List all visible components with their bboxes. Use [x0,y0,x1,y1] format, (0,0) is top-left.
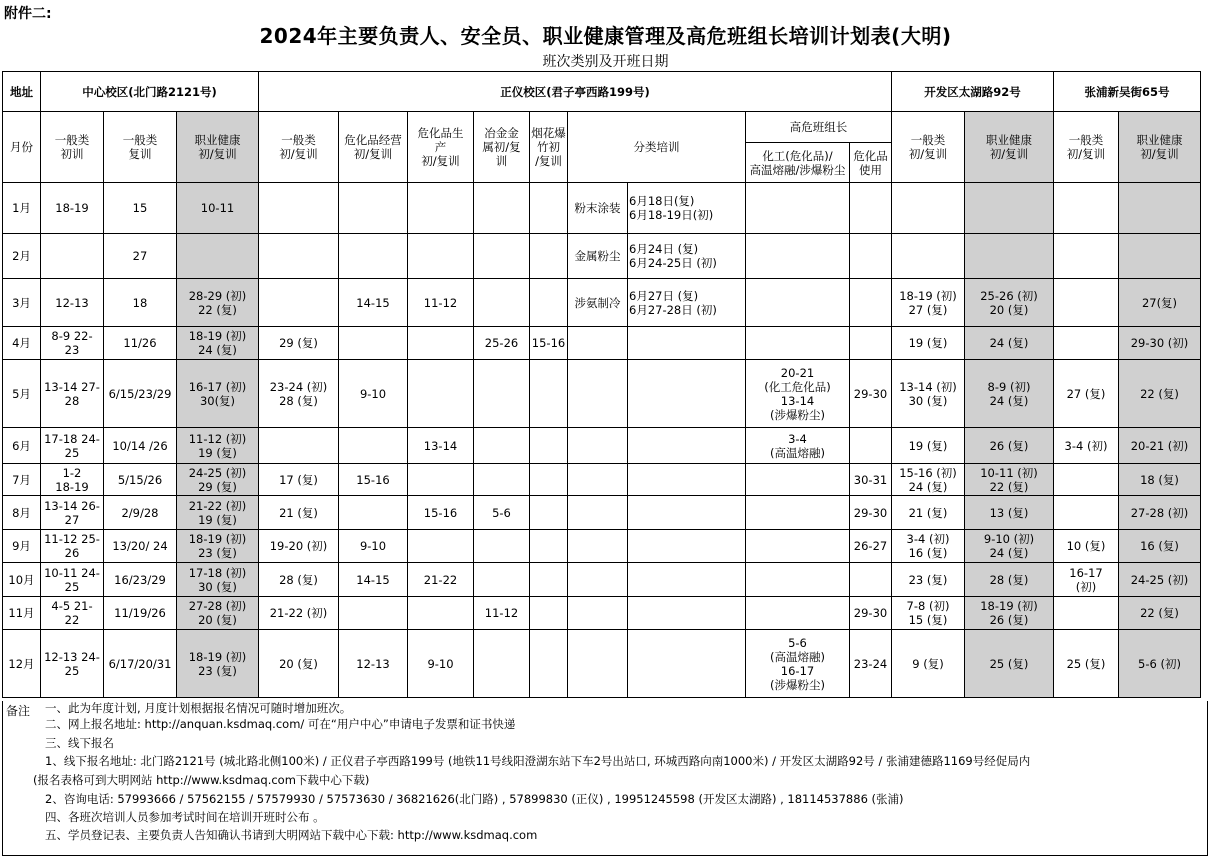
category-dates-cell [628,360,746,428]
high-risk-haz-cell [850,428,892,464]
zhangpu-general-cell: 16-17 (初) [1054,563,1119,597]
high-risk-haz-cell: 30-31 [850,464,892,496]
zhengyi-general-cell: 23-24 (初) 28 (复) [259,360,339,428]
high-risk-chem-cell [746,496,850,530]
high-risk-chem-cell: 5-6 (高温熔融) 16-17 (涉爆粉尘) [746,630,850,698]
campus-zhengyi-header: 正仪校区(君子亭西路199号) [259,72,892,112]
zhengyi-general-cell: 21 (复) [259,496,339,530]
month-row [3,234,1201,279]
page-title: 2024年主要负责人、安全员、职业健康管理及高危班组长培训计划表(大明) [259,24,952,48]
month-row [3,530,1201,563]
zhengyi-general-cell: 17 (复) [259,464,339,496]
central-general-renew-cell: 10/14 /26 [104,428,177,464]
col-header-general-initial: 一般类 初训 [41,112,104,183]
campus-header-row [3,72,1201,112]
kaifa-health-cell: 13 (复) [965,496,1054,530]
note-line: 四、各班次培训人员参加考试时间在培训开班时公布 。 [45,810,325,824]
category-name-cell [568,327,628,360]
central-general-initial-cell: 1-2 18-19 [41,464,104,496]
kaifa-health-cell [965,234,1054,279]
col-header-z-general: 一般类 初/复训 [259,112,339,183]
high-risk-haz-cell: 29-30 [850,597,892,630]
category-dates-cell: 6月24日 (复) 6月24-25日 (初) [628,234,746,279]
kaifa-general-cell [892,183,965,234]
kaifa-health-cell: 10-11 (初) 22 (复) [965,464,1054,496]
haz-production-cell [408,183,474,234]
central-health-cell: 21-22 (初) 19 (复) [177,496,259,530]
month-row [3,360,1201,428]
category-name-cell [568,597,628,630]
haz-production-cell: 13-14 [408,428,474,464]
category-dates-cell [628,464,746,496]
col-header-hr-chem: 化工(危化品)/ 高温熔融/涉爆粉尘 [746,143,850,183]
zhangpu-health-cell: 29-30 (初) [1119,327,1201,360]
haz-business-cell [339,597,408,630]
zhangpu-general-cell: 3-4 (初) [1054,428,1119,464]
central-general-renew-cell: 18 [104,279,177,327]
high-risk-chem-cell: 3-4 (高温熔融) [746,428,850,464]
zhangpu-health-cell: 18 (复) [1119,464,1201,496]
category-dates-cell [628,630,746,698]
haz-business-cell: 9-10 [339,360,408,428]
kaifa-health-cell: 25 (复) [965,630,1054,698]
zhangpu-health-cell: 27(复) [1119,279,1201,327]
kaifa-general-cell: 7-8 (初) 15 (复) [892,597,965,630]
col-header-k-general: 一般类 初/复训 [892,112,965,183]
central-general-initial-cell: 17-18 24- 25 [41,428,104,464]
haz-business-cell: 15-16 [339,464,408,496]
high-risk-haz-cell: 23-24 [850,630,892,698]
category-name-cell: 粉末涂装 [568,183,628,234]
haz-production-cell [408,464,474,496]
haz-business-cell [339,234,408,279]
high-risk-chem-cell [746,234,850,279]
zhengyi-general-cell [259,279,339,327]
fireworks-cell [530,597,568,630]
notes-section [2,701,1208,856]
haz-business-cell [339,496,408,530]
category-dates-cell: 6月18日(复) 6月18-19日(初) [628,183,746,234]
zhangpu-health-cell: 5-6 (初) [1119,630,1201,698]
central-general-initial-cell: 8-9 22- 23 [41,327,104,360]
central-health-cell: 18-19 (初) 24 (复) [177,327,259,360]
month-row [3,183,1201,234]
high-risk-chem-cell [746,597,850,630]
category-name-cell [568,428,628,464]
month-row [3,279,1201,327]
month-cell: 4月 [3,327,41,360]
metallurgy-cell [474,563,530,597]
zhangpu-general-cell: 10 (复) [1054,530,1119,563]
metallurgy-cell [474,360,530,428]
central-general-initial-cell: 18-19 [41,183,104,234]
zhangpu-general-cell [1054,496,1119,530]
col-header-p-general: 一般类 初/复训 [1054,112,1119,183]
haz-business-cell [339,183,408,234]
category-dates-cell [628,496,746,530]
kaifa-general-cell: 23 (复) [892,563,965,597]
kaifa-general-cell: 18-19 (初) 27 (复) [892,279,965,327]
central-health-cell: 11-12 (初) 19 (复) [177,428,259,464]
month-row [3,597,1201,630]
category-name-cell [568,496,628,530]
col-header-metallurgy: 冶金金 属初/复 训 [474,112,530,183]
haz-production-cell: 21-22 [408,563,474,597]
month-cell: 12月 [3,630,41,698]
high-risk-chem-cell [746,279,850,327]
metallurgy-cell [474,630,530,698]
central-general-initial-cell: 10-11 24- 25 [41,563,104,597]
central-general-renew-cell: 15 [104,183,177,234]
category-dates-cell [628,597,746,630]
zhangpu-health-cell [1119,234,1201,279]
high-risk-haz-cell: 29-30 [850,496,892,530]
kaifa-health-cell: 28 (复) [965,563,1054,597]
campus-zhangpu-header: 张浦新吴街65号 [1054,72,1201,112]
high-risk-chem-cell [746,563,850,597]
kaifa-health-cell: 24 (复) [965,327,1054,360]
central-health-cell: 18-19 (初) 23 (复) [177,630,259,698]
kaifa-health-cell: 8-9 (初) 24 (复) [965,360,1054,428]
month-row [3,428,1201,464]
high-risk-haz-cell [850,234,892,279]
central-general-renew-cell: 6/17/20/31 [104,630,177,698]
zhangpu-general-cell [1054,597,1119,630]
central-general-initial-cell [41,234,104,279]
kaifa-general-cell [892,234,965,279]
month-row [3,563,1201,597]
haz-production-cell [408,360,474,428]
col-header-haz-business: 危化品经营 初/复训 [339,112,408,183]
note-line[interactable]: 五、学员登记表、主要负责人告知确认书请到大明网站下载中心下载: http://www.ksdmaq.com [45,828,538,842]
kaifa-general-cell: 3-4 (初) 16 (复) [892,530,965,563]
category-dates-cell: 6月27日 (复) 6月27-28日 (初) [628,279,746,327]
category-dates-cell [628,428,746,464]
central-general-renew-cell: 11/19/26 [104,597,177,630]
month-cell: 6月 [3,428,41,464]
zhengyi-general-cell [259,428,339,464]
central-health-cell: 16-17 (初) 30(复) [177,360,259,428]
haz-business-cell [339,428,408,464]
central-health-cell [177,234,259,279]
campus-central-header: 中心校区(北门路2121号) [41,72,259,112]
note-line[interactable]: 二、网上报名地址: http://anquan.ksdmaq.com/ 可在“用户中心”申请电子发票和证书快递 [45,717,516,731]
metallurgy-cell [474,428,530,464]
fireworks-cell: 15-16 [530,327,568,360]
kaifa-general-cell: 19 (复) [892,327,965,360]
zhengyi-general-cell [259,234,339,279]
category-header-row-1 [3,112,1201,143]
kaifa-general-cell: 19 (复) [892,428,965,464]
high-risk-chem-cell [746,530,850,563]
col-header-p-health: 职业健康 初/复训 [1119,112,1201,183]
central-general-initial-cell: 12-13 [41,279,104,327]
central-general-initial-cell: 13-14 27- 28 [41,360,104,428]
central-general-renew-cell: 16/23/29 [104,563,177,597]
category-dates-cell [628,563,746,597]
high-risk-haz-cell [850,563,892,597]
zhangpu-health-cell: 16 (复) [1119,530,1201,563]
month-cell: 9月 [3,530,41,563]
high-risk-haz-cell [850,327,892,360]
haz-production-cell [408,530,474,563]
col-header-high-risk: 高危班组长 [746,112,892,143]
haz-production-cell: 11-12 [408,279,474,327]
kaifa-health-cell: 26 (复) [965,428,1054,464]
haz-business-cell [339,327,408,360]
metallurgy-cell [474,530,530,563]
high-risk-haz-cell [850,279,892,327]
zhangpu-general-cell: 27 (复) [1054,360,1119,428]
zhangpu-general-cell [1054,464,1119,496]
central-general-initial-cell: 12-13 24- 25 [41,630,104,698]
category-name-cell [568,360,628,428]
zhangpu-general-cell [1054,327,1119,360]
central-health-cell: 18-19 (初) 23 (复) [177,530,259,563]
high-risk-haz-cell: 26-27 [850,530,892,563]
zhangpu-general-cell: 25 (复) [1054,630,1119,698]
address-header: 地址 [3,72,41,112]
fireworks-cell [530,234,568,279]
category-name-cell: 涉氨制冷 [568,279,628,327]
zhengyi-general-cell [259,183,339,234]
kaifa-health-cell: 25-26 (初) 20 (复) [965,279,1054,327]
zhengyi-general-cell: 29 (复) [259,327,339,360]
zhengyi-general-cell: 20 (复) [259,630,339,698]
metallurgy-cell [474,234,530,279]
month-row [3,464,1201,496]
month-row [3,327,1201,360]
zhangpu-health-cell: 22 (复) [1119,597,1201,630]
fireworks-cell [530,530,568,563]
central-general-renew-cell: 11/26 [104,327,177,360]
note-line: 1、线下报名地址: 北门路2121号 (城北路北侧100米) / 正仪君子亭西路199号 (地铁11号线阳澄湖东站下车2号出站口, 环城西路向南1000米) / 开发区太湖路92号 / 张浦建德路1169号经促局内 [45,754,1031,768]
note-line: 三、线下报名 [45,736,114,750]
haz-production-cell [408,327,474,360]
haz-business-cell: 12-13 [339,630,408,698]
zhengyi-general-cell: 21-22 (初) [259,597,339,630]
central-health-cell: 27-28 (初) 20 (复) [177,597,259,630]
central-general-initial-cell: 11-12 25- 26 [41,530,104,563]
haz-production-cell: 15-16 [408,496,474,530]
month-cell: 11月 [3,597,41,630]
metallurgy-cell [474,464,530,496]
fireworks-cell [530,464,568,496]
metallurgy-cell [474,279,530,327]
haz-production-cell: 9-10 [408,630,474,698]
central-general-initial-cell: 13-14 26- 27 [41,496,104,530]
zhengyi-general-cell: 19-20 (初) [259,530,339,563]
kaifa-general-cell: 13-14 (初) 30 (复) [892,360,965,428]
high-risk-chem-cell [746,464,850,496]
zhangpu-general-cell [1054,279,1119,327]
high-risk-haz-cell [850,183,892,234]
month-row [3,496,1201,530]
haz-business-cell: 9-10 [339,530,408,563]
note-line: 一、此为年度计划, 月度计划根据报名情况可随时增加班次。 [45,701,352,715]
kaifa-general-cell: 15-16 (初) 24 (复) [892,464,965,496]
central-health-cell: 28-29 (初) 22 (复) [177,279,259,327]
central-health-cell: 10-11 [177,183,259,234]
central-health-cell: 24-25 (初) 29 (复) [177,464,259,496]
note-line: 2、咨询电话: 57993666 / 57562155 / 57579930 / 57573630 / 36821626(北门路) , 57899830 (正仪) , 19951245598 (开发区太湖路) , 18114537886 (张浦) [45,792,904,806]
col-header-general-renew: 一般类 复训 [104,112,177,183]
metallurgy-cell: 5-6 [474,496,530,530]
high-risk-chem-cell [746,183,850,234]
col-header-category-training: 分类培训 [568,112,746,183]
notes-label: 备注 [6,704,31,718]
col-header-haz-production: 危化品生 产 初/复训 [408,112,474,183]
col-header-fireworks: 烟花爆 竹初 /复训 [530,112,568,183]
central-general-renew-cell: 6/15/23/29 [104,360,177,428]
kaifa-general-cell: 21 (复) [892,496,965,530]
fireworks-cell [530,183,568,234]
metallurgy-cell: 11-12 [474,597,530,630]
zhangpu-general-cell [1054,183,1119,234]
fireworks-cell [530,279,568,327]
category-dates-cell [628,327,746,360]
fireworks-cell [530,563,568,597]
zhangpu-health-cell: 22 (复) [1119,360,1201,428]
fireworks-cell [530,496,568,530]
central-general-renew-cell: 2/9/28 [104,496,177,530]
zhengyi-general-cell: 28 (复) [259,563,339,597]
kaifa-general-cell: 9 (复) [892,630,965,698]
month-cell: 2月 [3,234,41,279]
campus-kaifa-header: 开发区太湖路92号 [892,72,1054,112]
central-general-renew-cell: 13/20/ 24 [104,530,177,563]
central-health-cell: 17-18 (初) 30 (复) [177,563,259,597]
category-name-cell: 金属粉尘 [568,234,628,279]
zhangpu-general-cell [1054,234,1119,279]
metallurgy-cell: 25-26 [474,327,530,360]
attachment-label: 附件二: [4,6,52,22]
kaifa-health-cell [965,183,1054,234]
central-general-initial-cell: 4-5 21- 22 [41,597,104,630]
zhangpu-health-cell: 27-28 (初) [1119,496,1201,530]
month-row [3,630,1201,698]
page-subtitle: 班次类别及开班日期 [542,54,669,70]
fireworks-cell [530,428,568,464]
haz-business-cell: 14-15 [339,563,408,597]
high-risk-haz-cell: 29-30 [850,360,892,428]
zhangpu-health-cell: 24-25 (初) [1119,563,1201,597]
metallurgy-cell [474,183,530,234]
month-cell: 3月 [3,279,41,327]
category-name-cell [568,464,628,496]
month-cell: 1月 [3,183,41,234]
haz-production-cell [408,597,474,630]
haz-production-cell [408,234,474,279]
central-general-renew-cell: 27 [104,234,177,279]
month-header: 月份 [3,112,41,183]
fireworks-cell [530,630,568,698]
zhangpu-health-cell: 20-21 (初) [1119,428,1201,464]
month-cell: 7月 [3,464,41,496]
category-name-cell [568,630,628,698]
month-cell: 5月 [3,360,41,428]
category-dates-cell [628,530,746,563]
col-header-hr-haz: 危化品 使用 [850,143,892,183]
kaifa-health-cell: 18-19 (初) 26 (复) [965,597,1054,630]
zhangpu-health-cell [1119,183,1201,234]
training-plan-table [2,71,1201,698]
haz-business-cell: 14-15 [339,279,408,327]
high-risk-chem-cell [746,327,850,360]
col-header-k-health: 职业健康 初/复训 [965,112,1054,183]
col-header-health: 职业健康 初/复训 [177,112,259,183]
month-cell: 8月 [3,496,41,530]
note-line[interactable]: (报名表格可到大明网站 http://www.ksdmaq.com下载中心下载) [33,773,370,787]
central-general-renew-cell: 5/15/26 [104,464,177,496]
kaifa-health-cell: 9-10 (初) 24 (复) [965,530,1054,563]
month-cell: 10月 [3,563,41,597]
category-name-cell [568,563,628,597]
fireworks-cell [530,360,568,428]
high-risk-chem-cell: 20-21 (化工危化品) 13-14 (涉爆粉尘) [746,360,850,428]
category-name-cell [568,530,628,563]
